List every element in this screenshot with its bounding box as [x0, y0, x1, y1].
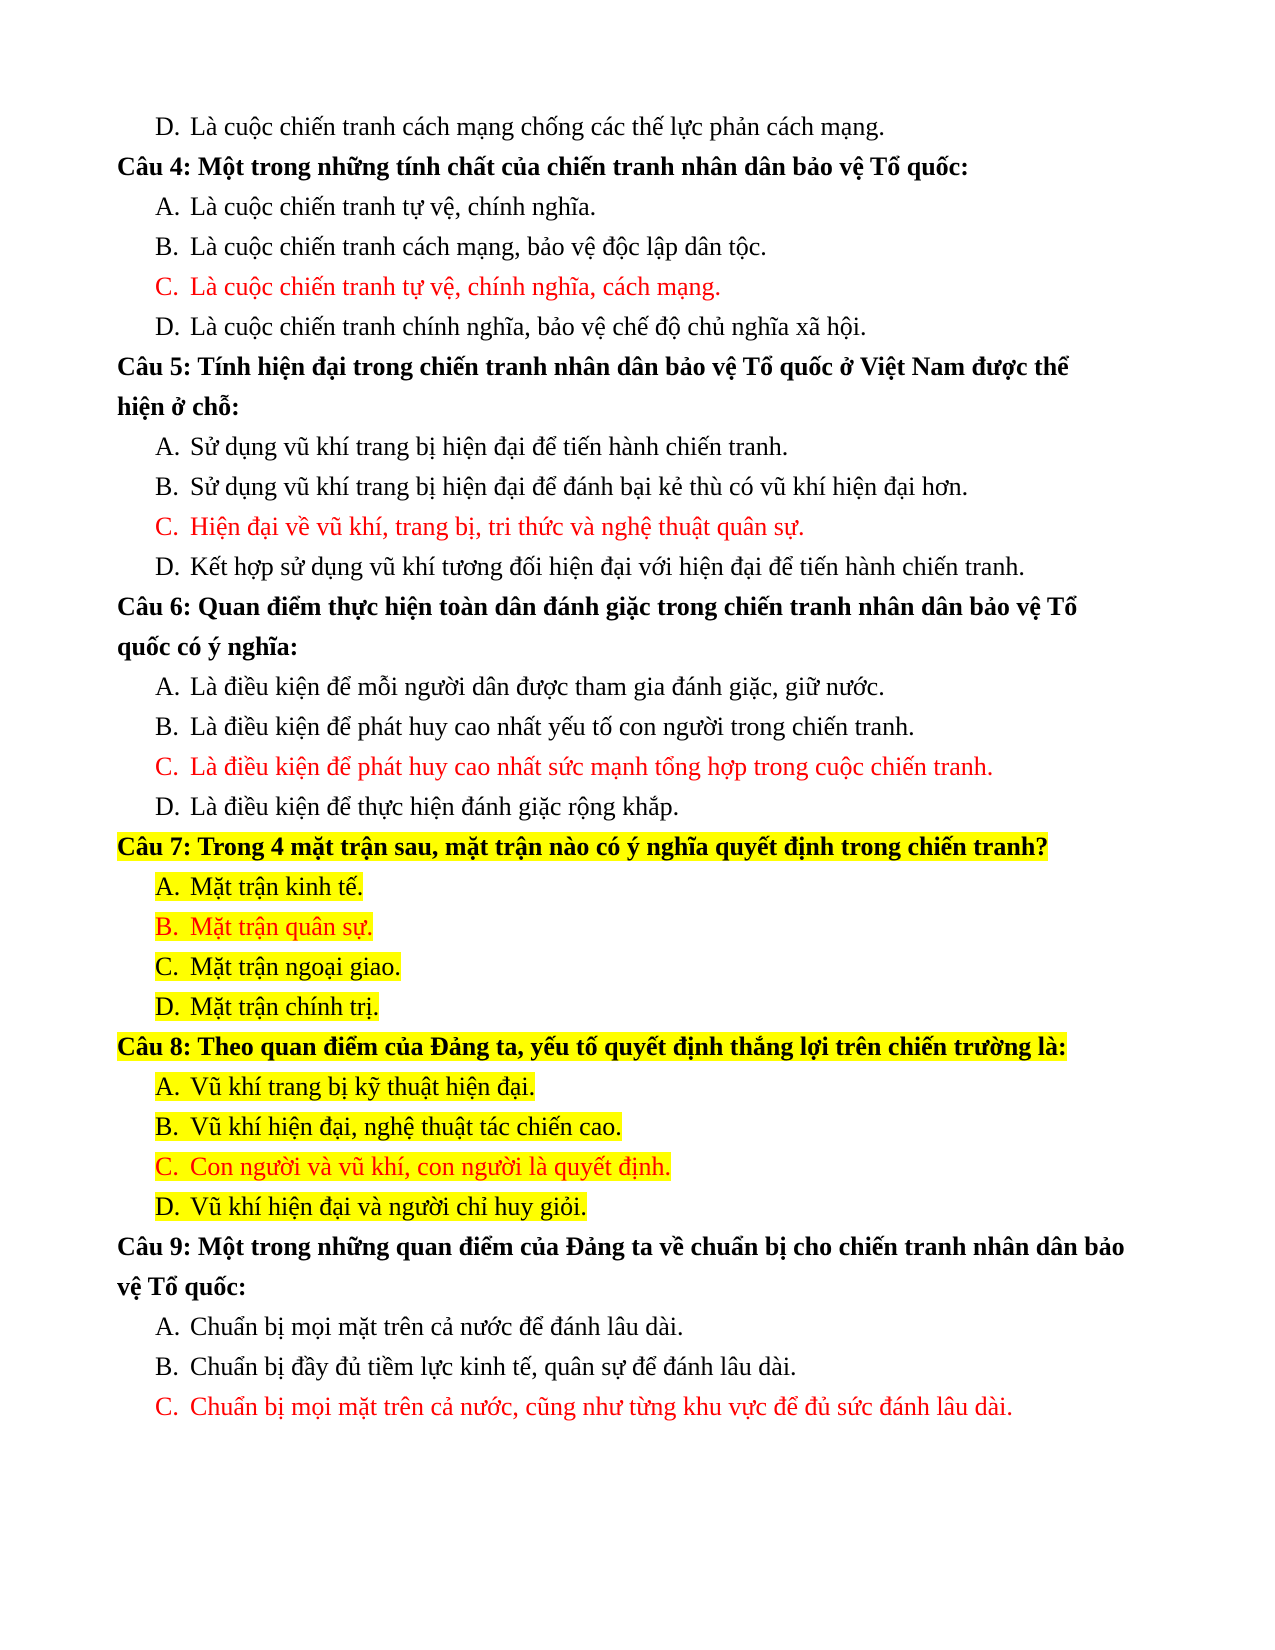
question-list — [117, 107, 1177, 1427]
option-text: Con người và vũ khí, con người là quyết định. — [190, 1152, 672, 1181]
highlight-span — [155, 872, 363, 901]
option-text: Là cuộc chiến tranh tự vệ, chính nghĩa. — [190, 192, 597, 221]
option-letter: C. — [155, 272, 179, 301]
option-text: Là cuộc chiến tranh cách mạng, bảo vệ độc lập dân tộc. — [190, 232, 767, 261]
option-d — [155, 987, 1177, 1027]
option-a — [155, 1307, 1177, 1347]
option-a — [155, 667, 1177, 707]
option-a — [155, 1067, 1177, 1107]
highlight-span — [155, 912, 373, 941]
highlight-span — [155, 1192, 587, 1221]
option-text: Mặt trận quân sự. — [190, 912, 374, 941]
question-title: Câu 7: Trong 4 mặt trận sau, mặt trận nào có ý nghĩa quyết định trong chiến tranh? — [117, 832, 1049, 861]
option-b — [155, 1347, 1177, 1387]
option-letter: A. — [155, 872, 181, 901]
question-title-highlighted — [117, 1027, 1177, 1067]
option-c-correct — [155, 747, 1177, 787]
option-b — [155, 707, 1177, 747]
option-letter: B. — [155, 1352, 179, 1381]
option-letter: C. — [155, 512, 179, 541]
question-title: Câu 8: Theo quan điểm của Đảng ta, yếu tố quyết định thắng lợi trên chiến trường là: — [117, 1032, 1067, 1061]
option-c-correct — [155, 507, 1177, 547]
option-b — [155, 1107, 1177, 1147]
option-letter: D. — [155, 552, 181, 581]
option-text: Chuẩn bị mọi mặt trên cả nước để đánh lâu dài. — [190, 1312, 684, 1341]
question-title-continued: vệ Tổ quốc: — [117, 1272, 247, 1301]
question-title: Câu 4: Một trong những tính chất của chiến tranh nhân dân bảo vệ Tổ quốc: — [117, 152, 969, 181]
option-c-correct — [155, 1387, 1177, 1427]
option-letter: D. — [155, 1192, 181, 1221]
option-text: Vũ khí hiện đại, nghệ thuật tác chiến cao. — [190, 1112, 622, 1141]
option-letter: D. — [155, 312, 181, 341]
option-text: Sử dụng vũ khí trang bị hiện đại để đánh bại kẻ thù có vũ khí hiện đại hơn. — [190, 472, 969, 501]
option-b — [155, 467, 1177, 507]
option-text: Là điều kiện để phát huy cao nhất yếu tố con người trong chiến tranh. — [190, 712, 915, 741]
option-text: Là điều kiện để mỗi người dân được tham gia đánh giặc, giữ nước. — [190, 672, 885, 701]
option-letter: B. — [155, 472, 179, 501]
option-text: Mặt trận kinh tế. — [190, 872, 364, 901]
question-title: Câu 5: Tính hiện đại trong chiến tranh nhân dân bảo vệ Tổ quốc ở Việt Nam được thể — [117, 352, 1069, 381]
question-title-highlighted — [117, 827, 1177, 867]
option-letter: C. — [155, 752, 179, 781]
question-title-continued: hiện ở chỗ: — [117, 392, 240, 421]
option-c-correct — [155, 267, 1177, 307]
option-letter: A. — [155, 672, 181, 701]
option-text: Vũ khí trang bị kỹ thuật hiện đại. — [190, 1072, 536, 1101]
question-title-continued: quốc có ý nghĩa: — [117, 632, 299, 661]
option-text: Hiện đại về vũ khí, trang bị, tri thức và nghệ thuật quân sự. — [190, 512, 805, 541]
option-letter: A. — [155, 432, 181, 461]
question-title: Câu 6: Quan điểm thực hiện toàn dân đánh giặc trong chiến tranh nhân dân bảo vệ Tổ — [117, 592, 1078, 621]
option-c — [155, 947, 1177, 987]
option-letter: B. — [155, 1112, 179, 1141]
option-text: Là điều kiện để phát huy cao nhất sức mạnh tổng hợp trong cuộc chiến tranh. — [190, 752, 994, 781]
option-text: Là cuộc chiến tranh chính nghĩa, bảo vệ chế độ chủ nghĩa xã hội. — [190, 312, 867, 341]
highlight-span — [155, 1152, 671, 1181]
option-letter: D. — [155, 112, 181, 141]
option-d — [155, 307, 1177, 347]
highlight-span — [155, 1072, 535, 1101]
option-letter: A. — [155, 1312, 181, 1341]
option-a — [155, 427, 1177, 467]
option-text: Chuẩn bị mọi mặt trên cả nước, cũng như từng khu vực để đủ sức đánh lâu dài. — [190, 1392, 1013, 1421]
option-text: Sử dụng vũ khí trang bị hiện đại để tiến hành chiến tranh. — [190, 432, 789, 461]
option-d — [155, 787, 1177, 827]
option-d — [155, 547, 1177, 587]
option-letter: B. — [155, 232, 179, 261]
option-a — [155, 867, 1177, 907]
option-letter: B. — [155, 712, 179, 741]
option-a — [155, 187, 1177, 227]
option-d — [155, 1187, 1177, 1227]
highlight-span — [155, 952, 401, 981]
option-letter: B. — [155, 912, 179, 941]
highlight-span — [155, 992, 379, 1021]
highlight-span — [155, 1112, 622, 1141]
option-letter: D. — [155, 992, 181, 1021]
option-text: Mặt trận chính trị. — [190, 992, 380, 1021]
option-text: Là cuộc chiến tranh tự vệ, chính nghĩa, cách mạng. — [190, 272, 721, 301]
option-text: Kết hợp sử dụng vũ khí tương đối hiện đại với hiện đại để tiến hành chiến tranh. — [190, 552, 1025, 581]
option-letter: D. — [155, 792, 181, 821]
option-letter: A. — [155, 192, 181, 221]
option-b — [155, 227, 1177, 267]
option-c-correct — [155, 1147, 1177, 1187]
option-letter: C. — [155, 952, 179, 981]
option-letter: A. — [155, 1072, 181, 1101]
option-text: Vũ khí hiện đại và người chỉ huy giỏi. — [190, 1192, 587, 1221]
option-letter: C. — [155, 1392, 179, 1421]
option-letter: C. — [155, 1152, 179, 1181]
option-text: Chuẩn bị đầy đủ tiềm lực kinh tế, quân sự để đánh lâu dài. — [190, 1352, 797, 1381]
option-text: Mặt trận ngoại giao. — [190, 952, 401, 981]
option-b-correct — [155, 907, 1177, 947]
option-text: Là điều kiện để thực hiện đánh giặc rộng khắp. — [190, 792, 680, 821]
option-d — [155, 107, 1177, 147]
option-text: Là cuộc chiến tranh cách mạng chống các thế lực phản cách mạng. — [190, 112, 885, 141]
question-title: Câu 9: Một trong những quan điểm của Đảng ta về chuẩn bị cho chiến tranh nhân dân bảo — [117, 1232, 1125, 1261]
